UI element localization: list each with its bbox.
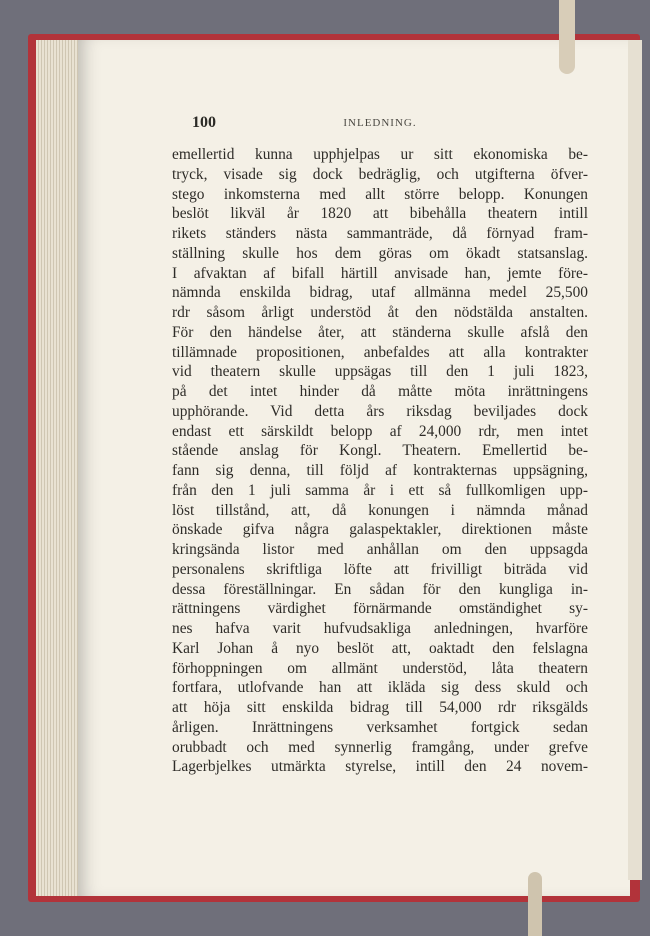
bookmark-ribbon-bottom <box>528 872 542 936</box>
text-line: på det intet hinder då måtte möta inrättningens <box>172 383 588 400</box>
text-line: löst tillstånd, att, då konungen i nämnda månad <box>172 501 588 519</box>
text-line: ställning skulle hos dem göras om ökadt statsanslag. <box>172 244 588 262</box>
bookmark-ribbon-top <box>559 0 575 74</box>
text-line: rikets ständers nästa sammanträde, då förnyad fram- <box>172 225 588 242</box>
text-line: fortfara, utlofvande han att ikläda sig dess skuld och <box>172 679 588 697</box>
text-line: förhoppningen om allmänt understöd, låta theatern <box>172 659 588 677</box>
text-line: Karl Johan å nyo beslöt att, oaktadt den felslagna <box>172 639 588 657</box>
text-line: rättningens värdighet förnärmande omständighet sy- <box>172 600 588 618</box>
running-title: INLEDNING. <box>343 117 417 129</box>
page-edges <box>36 40 80 896</box>
text-line: emellertid kunna upphjelpas ur sitt ekonomiska be- <box>172 146 588 163</box>
text-line: I afvaktan af bifall härtill anvisade han, jemte före- <box>172 264 588 282</box>
text-line: från den 1 juli samma år i ett så fullkomligen upp- <box>172 481 588 499</box>
text-line: personalens skriftliga löfte att frivilligt biträda vid <box>172 560 588 578</box>
text-line: orubbadt och med synnerlig framgång, under grefve <box>172 738 588 756</box>
text-line: årligen. Inrättningens verksamhet fortgick sedan <box>172 718 588 736</box>
text-line: kringsända listor med anhållan om den uppsagda <box>172 541 588 558</box>
text-line: önskade gifva några galaspektakler, direktionen måste <box>172 521 588 539</box>
text-line: Lagerbjelkes utmärkta styrelse, intill den 24 novem- <box>172 758 588 776</box>
text-line: fann sig denna, till följd af kontrakternas uppsägning, <box>172 462 588 479</box>
text-line: att höja sitt enskilda bidrag till 54,000 rdr riksgälds <box>172 699 588 716</box>
text-line: rdr såsom årligt understöd åt den nödstälda anstalten. <box>172 304 588 321</box>
facing-page-edge <box>628 40 642 880</box>
text-line: upphörande. Vid detta års riksdag beviljades dock <box>172 402 588 420</box>
text-line: nämnda enskilda bidrag, utaf allmänna medel 25,500 <box>172 284 588 302</box>
text-line: För den händelse åter, att ständerna skulle afslå den <box>172 323 588 341</box>
body-text <box>172 145 588 777</box>
text-line: dessa föreställningar. En sådan för den kungliga in- <box>172 580 588 598</box>
text-line: nes hafva varit hufvudsakliga anledningen, hvarföre <box>172 620 588 637</box>
text-line: tryck, visade sig dock bedräglig, och utgifterna öfver- <box>172 165 588 183</box>
text-line: vid theatern skulle uppsägas till den 1 juli 1823, <box>172 363 588 381</box>
page-header <box>172 114 588 134</box>
text-line: stego inkomsterna med allt större belopp. Konungen <box>172 185 588 203</box>
text-line: tillämnade propositionen, anbefaldes att alla kontrakter <box>172 343 588 361</box>
page-number: 100 <box>192 114 216 131</box>
text-line: endast ett särskildt belopp af 24,000 rdr, men intet <box>172 422 588 440</box>
text-line: beslöt likväl år 1820 att bibehålla theatern intill <box>172 205 588 223</box>
text-line: stående anslag för Kongl. Theatern. Emellertid be- <box>172 442 588 460</box>
